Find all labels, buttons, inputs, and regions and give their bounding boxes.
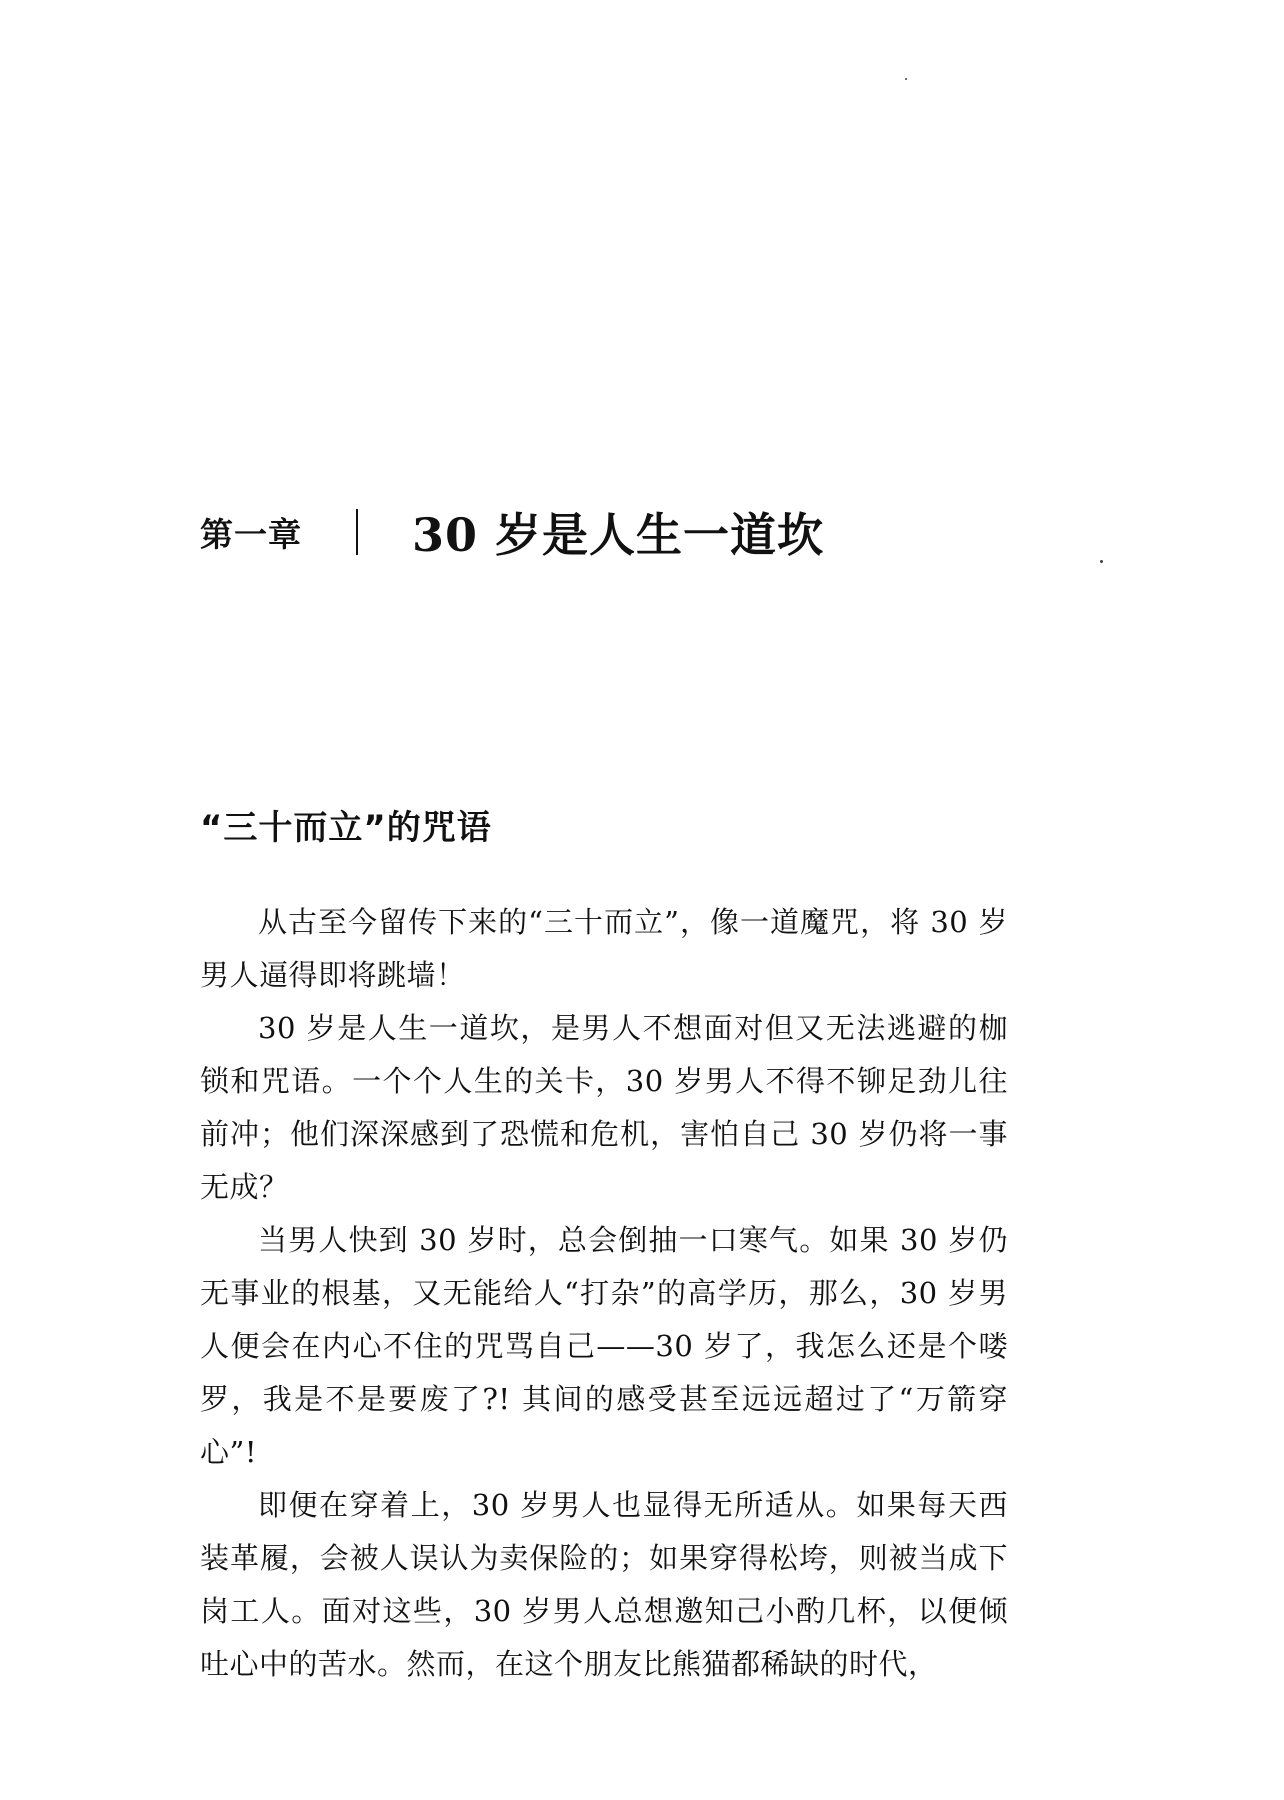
- paragraph: 从古至今留传下来的“三十而立”，像一道魔咒，将 30 岁男人逼得即将跳墙！: [200, 905, 1008, 992]
- paragraph: 30 岁是人生一道坎，是男人不想面对但又无法逃避的枷锁和咒语。一个个人生的关卡，30 岁男人不得不铆足劲儿往前冲；他们深深感到了恐慌和危机，害怕自己 30 岁仍将一事无成？: [200, 1011, 1008, 1204]
- chapter-label: 第一章: [200, 514, 302, 554]
- chapter-header: [200, 502, 824, 562]
- scan-speck: [1100, 560, 1103, 563]
- body-text: [200, 896, 1008, 1691]
- section-heading: “三十而立”的咒语: [200, 808, 492, 848]
- scan-speck: [905, 78, 907, 80]
- paragraph: 即便在穿着上，30 岁男人也显得无所适从。如果每天西装革履，会被人误认为卖保险的；如果穿得松垮，则被当成下岗工人。面对这些，30 岁男人总想邀知己小酌几杯，以便倾吐心中的苦水。然而，在这个朋友比熊猫都稀缺的时代，: [200, 1488, 1008, 1681]
- chapter-title: 30 岁是人生一道坎: [412, 508, 825, 562]
- paragraph: 当男人快到 30 岁时，总会倒抽一口寒气。如果 30 岁仍无事业的根基，又无能给人“打杂”的高学历，那么，30 岁男人便会在内心不住的咒骂自己——30 岁了，我怎么还是个喽罗，我是不是要废了?! 其间的感受甚至远远超过了“万箭穿心”!: [200, 1223, 1008, 1469]
- chapter-divider: [356, 509, 358, 555]
